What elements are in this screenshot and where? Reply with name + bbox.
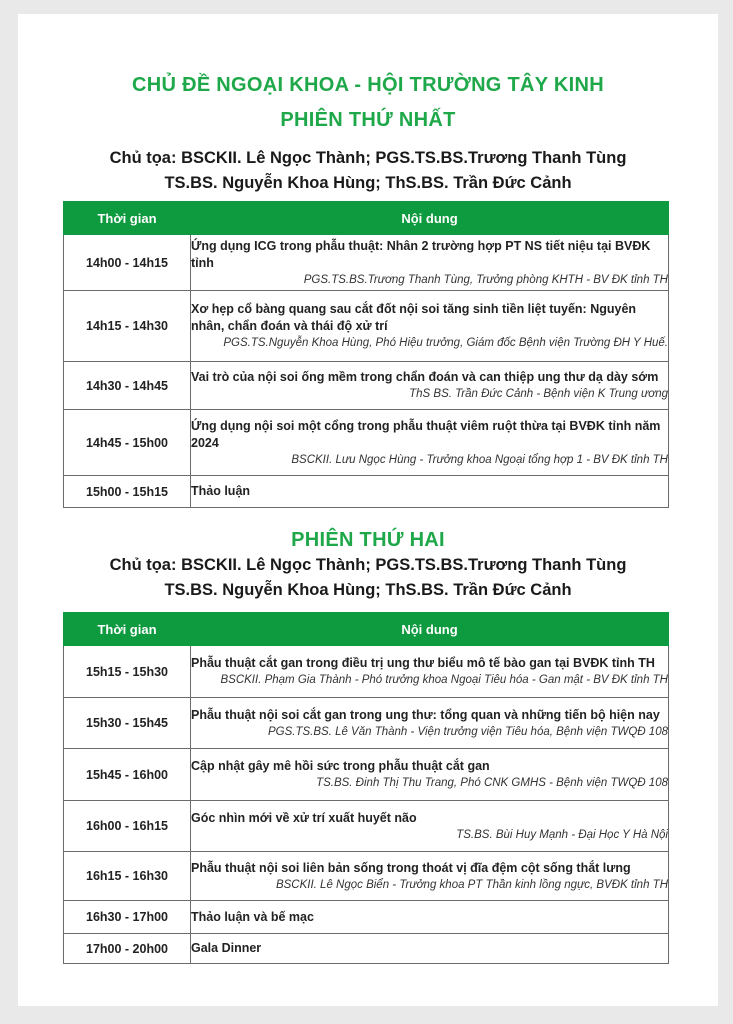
row-content — [191, 801, 669, 852]
table-row — [64, 291, 669, 362]
row-content — [191, 646, 669, 698]
column-header-content: Nội dung — [191, 613, 669, 646]
talk-title: Phẫu thuật cắt gan trong điều trị ung thư biểu mô tế bào gan tại BVĐK tỉnh TH — [191, 656, 655, 670]
session2-chair-line2: TS.BS. Nguyễn Khoa Hùng; ThS.BS. Trần Đức Cảnh — [164, 581, 572, 599]
row-time: 15h15 - 15h30 — [64, 646, 191, 698]
column-header-content: Nội dung — [191, 202, 669, 235]
row-time: 16h30 - 17h00 — [64, 901, 191, 934]
session2-title: PHIÊN THỨ HAI — [291, 529, 445, 551]
talk-speaker: BSCKII. Lê Ngọc Biển - Trưởng khoa PT Thần kinh lồng ngực, BVĐK tỉnh TH — [275, 878, 668, 891]
row-time: 14h45 - 15h00 — [64, 410, 191, 476]
row-content — [191, 934, 669, 964]
talk-title: Góc nhìn mới về xử trí xuất huyết não — [191, 810, 417, 825]
row-time: 15h30 - 15h45 — [64, 698, 191, 749]
talk-title: Thảo luận — [191, 484, 251, 498]
session1-title: PHIÊN THỨ NHẤT — [280, 109, 456, 131]
row-content — [191, 749, 669, 801]
talk-speaker: TS.BS. Bùi Huy Mạnh - Đại Học Y Hà Nội — [456, 828, 668, 841]
talk-title: Gala Dinner — [191, 941, 262, 955]
talk-speaker: PGS.TS.Nguyễn Khoa Hùng, Phó Hiệu trưởng, Giám đốc Bệnh viện Trường ĐH Y Huế. — [223, 337, 668, 349]
row-content — [191, 698, 669, 749]
talk-speaker: BSCKII. Phạm Gia Thành - Phó trưởng khoa Ngoại Tiêu hóa - Gan mật - BV ĐK tỉnh TH — [220, 674, 668, 686]
row-time: 15h00 - 15h15 — [64, 476, 191, 508]
row-time: 14h30 - 14h45 — [64, 362, 191, 410]
table-row — [64, 801, 669, 852]
talk-title: Ứng dụng nội soi một cổng trong phẫu thuật viêm ruột thừa tại BVĐK tỉnh năm 2024 — [191, 418, 661, 450]
table-row — [64, 646, 669, 698]
talk-title: Vai trò của nội soi ống mềm trong chẩn đoán và can thiệp ung thư dạ dày sớm — [191, 370, 659, 384]
table-row — [64, 362, 669, 410]
table-row — [64, 749, 669, 801]
talk-title: Thảo luận và bế mạc — [191, 909, 314, 924]
row-content — [191, 291, 669, 362]
session1-chair-line1: Chủ tọa: BSCKII. Lê Ngọc Thành; PGS.TS.BS.Trương Thanh Tùng — [109, 149, 627, 167]
table-row — [64, 901, 669, 934]
row-time: 16h00 - 16h15 — [64, 801, 191, 852]
table-row — [64, 410, 669, 476]
talk-speaker: PGS.TS.BS.Trương Thanh Tùng, Trưởng phòng KHTH - BV ĐK tỉnh TH — [303, 273, 668, 286]
talk-speaker: PGS.TS.BS. Lê Văn Thành - Viện trưởng viện Tiêu hóa, Bệnh viện TWQĐ 108 — [267, 725, 668, 738]
row-content — [191, 410, 669, 476]
talk-speaker: ThS BS. Trần Đức Cảnh - Bệnh viện K Trung ương — [409, 388, 668, 400]
program-page — [18, 14, 718, 1006]
row-content — [191, 235, 669, 291]
topic-title: CHỦ ĐỀ NGOẠI KHOA - HỘI TRƯỜNG TÂY KINH — [131, 74, 605, 96]
row-time: 14h00 - 14h15 — [64, 235, 191, 291]
row-time: 16h15 - 16h30 — [64, 852, 191, 901]
session2-schedule-table — [63, 612, 669, 964]
table-row — [64, 934, 669, 964]
column-header-time: Thời gian — [64, 202, 191, 235]
column-header-time: Thời gian — [64, 613, 191, 646]
row-time: 14h15 - 14h30 — [64, 291, 191, 362]
row-content — [191, 476, 669, 508]
session1-chair-line2: TS.BS. Nguyễn Khoa Hùng; ThS.BS. Trần Đức Cảnh — [164, 174, 572, 192]
talk-title: Ứng dụng ICG trong phẫu thuật: Nhân 2 trường hợp PT NS tiết niệu tại BVĐK tỉnh — [191, 238, 651, 270]
row-content — [191, 852, 669, 901]
talk-speaker: TS.BS. Đinh Thị Thu Trang, Phó CNK GMHS - Bệnh viện TWQĐ 108 — [316, 777, 668, 789]
table-row — [64, 235, 669, 291]
row-content — [191, 362, 669, 410]
row-time: 17h00 - 20h00 — [64, 934, 191, 964]
talk-title: Xơ hẹp cổ bàng quang sau cắt đốt nội soi tăng sinh tiền liệt tuyến: Nguyên nhân, chẩn đoán và thái độ xử trí — [191, 302, 637, 333]
row-time: 15h45 - 16h00 — [64, 749, 191, 801]
row-content — [191, 901, 669, 934]
talk-title: Phẫu thuật nội soi liên bản sống trong thoát vị đĩa đệm cột sống thắt lưng — [191, 860, 631, 875]
session2-chair-line1: Chủ tọa: BSCKII. Lê Ngọc Thành; PGS.TS.BS.Trương Thanh Tùng — [109, 556, 627, 574]
talk-title: Phẫu thuật nội soi cắt gan trong ung thư: tổng quan và những tiến bộ hiện nay — [191, 707, 660, 722]
talk-speaker: BSCKII. Lưu Ngọc Hùng - Trưởng khoa Ngoại tổng hợp 1 - BV ĐK tỉnh TH — [291, 453, 668, 466]
table-row — [64, 698, 669, 749]
table-row — [64, 476, 669, 508]
session1-schedule-table — [63, 201, 669, 508]
table-row — [64, 852, 669, 901]
talk-title: Cập nhật gây mê hồi sức trong phẫu thuật cắt gan — [191, 759, 490, 773]
